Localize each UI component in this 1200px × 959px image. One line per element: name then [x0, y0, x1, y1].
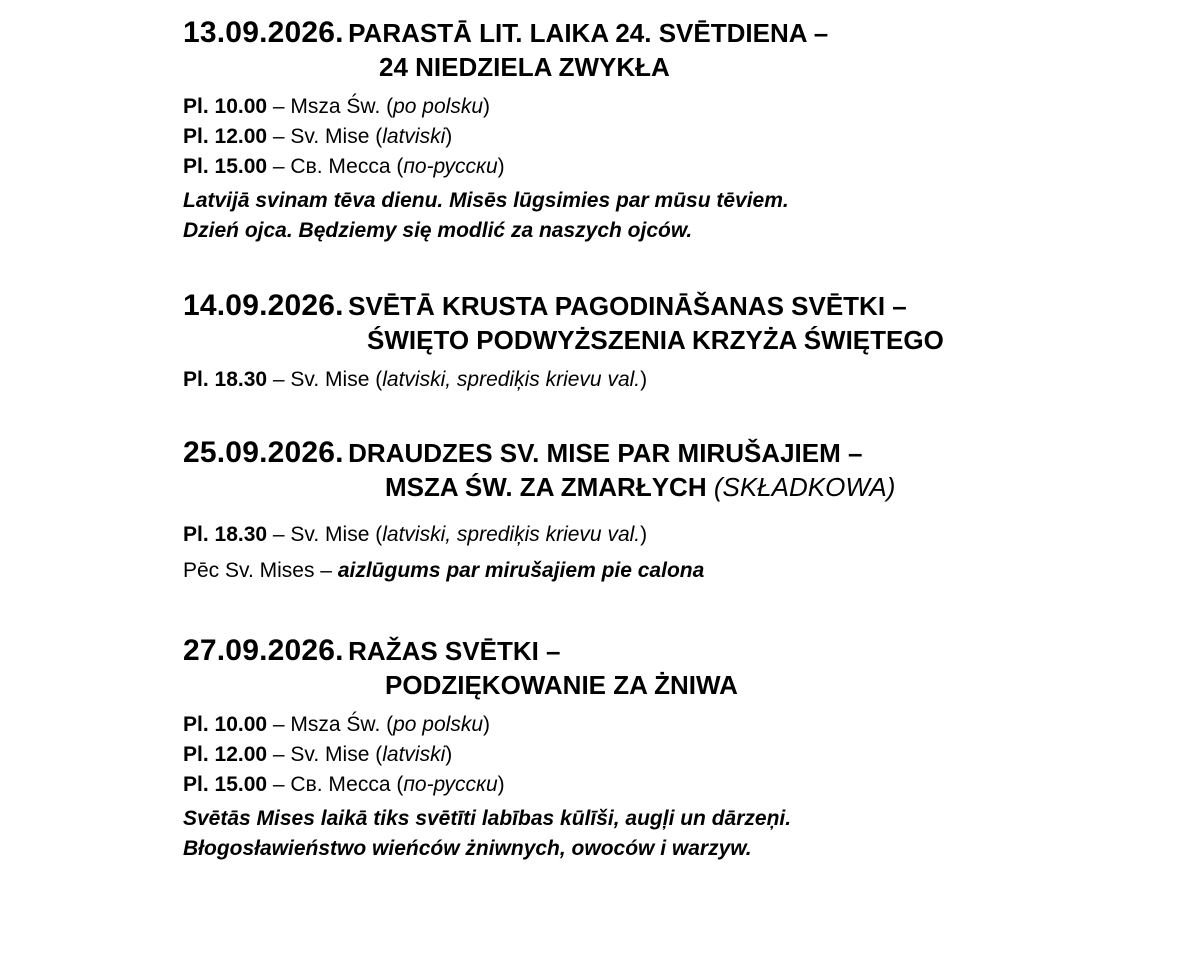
- mass-row: [183, 365, 1163, 395]
- section-title-line2: [183, 50, 1163, 84]
- mass-time: Pl. 18.30: [183, 368, 268, 391]
- after-mass-row: [183, 556, 1163, 586]
- schedule-section-2: [183, 289, 1163, 395]
- mass-dash: –: [267, 773, 291, 796]
- section-title-line1: DRAUDZES SV. MISE PAR MIRUŠAJIEM –: [348, 438, 863, 468]
- section-title-line2: [183, 323, 1163, 357]
- section-date: 13.09.2026.: [183, 16, 344, 49]
- mass-row: [183, 710, 1163, 740]
- mass-language: по-русски: [403, 155, 498, 178]
- mass-time: Pl. 12.00: [183, 743, 268, 766]
- section-title: [183, 289, 1163, 323]
- mass-close: ): [497, 773, 505, 796]
- section-title: [183, 436, 1163, 470]
- mass-row: [183, 92, 1163, 122]
- mass-name: Sv. Mise (: [290, 368, 383, 391]
- section-note: Svētās Mises laikā tiks svētīti labības kūlīši, augļi un dārzeņi.: [183, 807, 792, 830]
- section-date: 27.09.2026.: [183, 634, 344, 667]
- mass-name: Sv. Mise (: [290, 125, 383, 148]
- mass-name: Msza Św. (: [290, 95, 394, 118]
- section-title-line2: [183, 668, 1163, 702]
- mass-name: Sv. Mise (: [290, 743, 383, 766]
- mass-time: Pl. 10.00: [183, 95, 268, 118]
- mass-dash: –: [267, 523, 291, 546]
- mass-time: Pl. 15.00: [183, 773, 268, 796]
- mass-time: Pl. 10.00: [183, 713, 268, 736]
- mass-name: Св. Месса (: [290, 155, 404, 178]
- mass-dash: –: [267, 743, 291, 766]
- mass-time: Pl. 15.00: [183, 155, 268, 178]
- section-title-note: (SKŁADKOWA): [713, 472, 896, 502]
- mass-close: ): [483, 95, 491, 118]
- mass-dash: –: [267, 155, 291, 178]
- mass-close: ): [497, 155, 505, 178]
- schedule-section-3: [183, 436, 1163, 586]
- mass-language: по-русски: [403, 773, 498, 796]
- section-note: Latvijā svinam tēva dienu. Misēs lūgsimies par mūsu tēviem.: [183, 189, 789, 212]
- mass-language: latviski: [382, 125, 446, 148]
- section-title-line2-text: MSZA ŚW. ZA ZMARŁYCH: [385, 472, 707, 502]
- mass-time: Pl. 12.00: [183, 125, 268, 148]
- mass-time: Pl. 18.30: [183, 523, 268, 546]
- mass-close: ): [445, 125, 453, 148]
- mass-row: [183, 122, 1163, 152]
- section-title-line2-text: 24 NIEDZIELA ZWYKŁA: [379, 52, 670, 82]
- mass-dash: –: [267, 125, 291, 148]
- mass-language: latviski: [382, 743, 446, 766]
- mass-name: Msza Św. (: [290, 713, 394, 736]
- section-title: [183, 16, 1163, 50]
- mass-name: Св. Месса (: [290, 773, 404, 796]
- mass-row: [183, 520, 1163, 550]
- mass-close: ): [640, 368, 648, 391]
- mass-dash: –: [267, 713, 291, 736]
- mass-dash: –: [267, 368, 291, 391]
- mass-close: ): [483, 713, 491, 736]
- after-mass-text: aizlūgums par mirušajiem pie calona: [337, 559, 705, 582]
- section-title-line2-text: ŚWIĘTO PODWYŻSZENIA KRZYŻA ŚWIĘTEGO: [367, 325, 944, 355]
- section-title-line2: [183, 470, 1163, 504]
- section-title-line1: SVĒTĀ KRUSTA PAGODINĀŠANAS SVĒTKI –: [348, 291, 907, 321]
- mass-dash: –: [267, 95, 291, 118]
- section-title-line1: RAŽAS SVĒTKI –: [348, 636, 561, 666]
- mass-language: po polsku: [393, 713, 484, 736]
- mass-row: [183, 740, 1163, 770]
- mass-row: [183, 152, 1163, 182]
- section-date: 25.09.2026.: [183, 436, 344, 469]
- section-title-line2-text: PODZIĘKOWANIE ZA ŻNIWA: [385, 670, 738, 700]
- mass-close: ): [445, 743, 453, 766]
- mass-close: ): [640, 523, 648, 546]
- section-title-line1: PARASTĀ LIT. LAIKA 24. SVĒTDIENA –: [348, 18, 829, 48]
- mass-language: po polsku: [393, 95, 484, 118]
- section-date: 14.09.2026.: [183, 289, 344, 322]
- section-title: [183, 634, 1163, 668]
- mass-language: latviski, sprediķis krievu val.: [382, 368, 641, 391]
- section-note: Dzień ojca. Będziemy się modlić za naszych ojców.: [183, 219, 693, 242]
- after-mass-prefix: Pēc Sv. Mises –: [183, 559, 338, 582]
- mass-name: Sv. Mise (: [290, 523, 383, 546]
- mass-language: latviski, sprediķis krievu val.: [382, 523, 641, 546]
- section-note: Błogosławieństwo wieńców żniwnych, owoców i warzyw.: [183, 837, 752, 860]
- schedule-section-4: [183, 634, 1163, 864]
- schedule-section-1: [183, 16, 1163, 246]
- mass-row: [183, 770, 1163, 800]
